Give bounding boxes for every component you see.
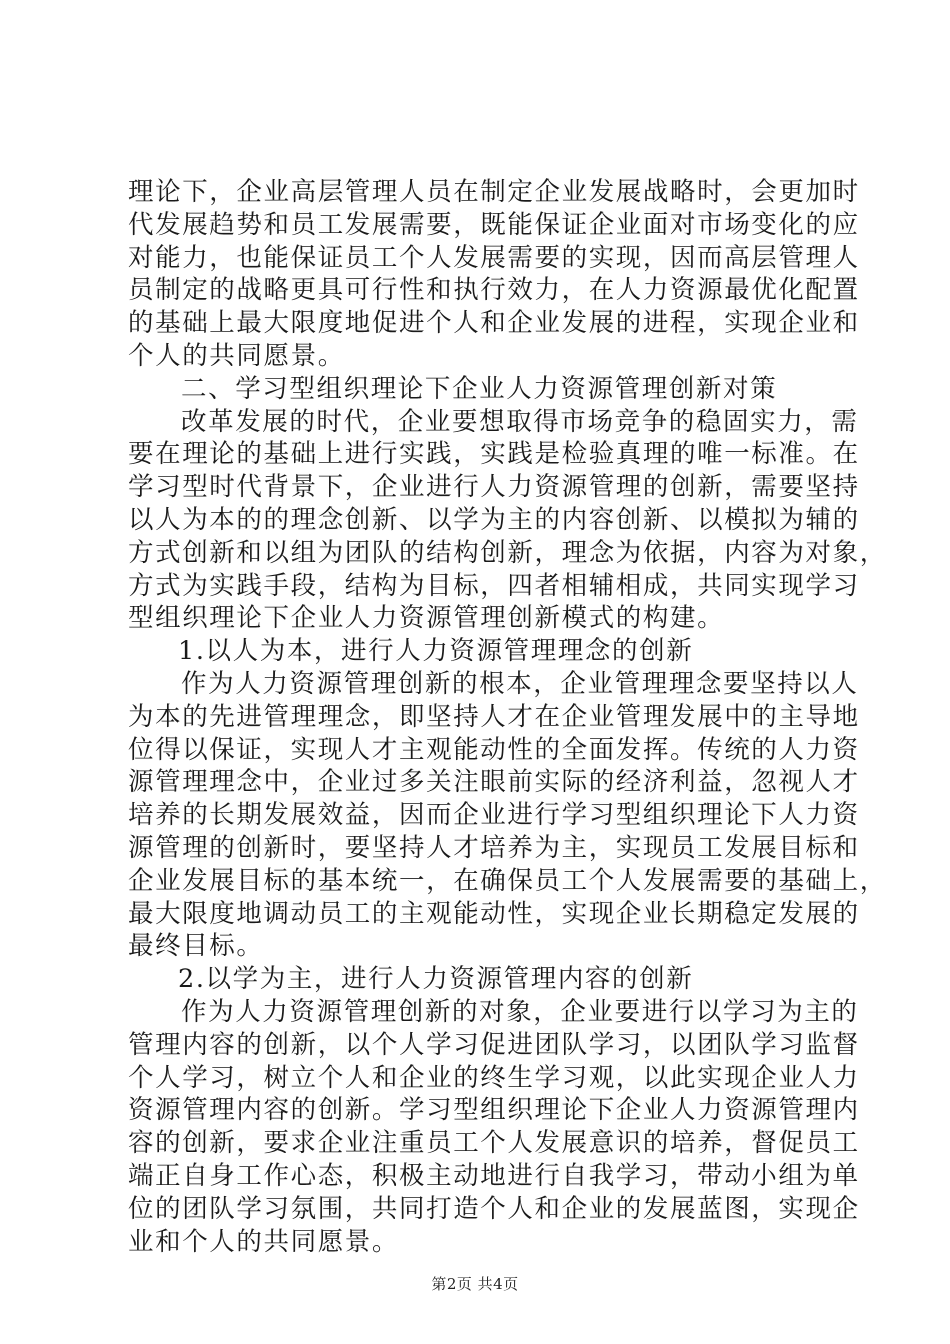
text-line: 方式为实践手段，结构为目标，四者相辅相成，共同实现学习 [128, 570, 860, 601]
text-line: 要在理论的基础上进行实践，实践是检验真理的唯一标准。在 [128, 439, 860, 470]
document-body [128, 176, 887, 1258]
text-line: 培养的长期发展效益，因而企业进行学习型组织理论下人力资 [128, 800, 860, 831]
page-number: 第2页 共4页 [431, 1275, 519, 1293]
text-line: 以人为本的的理念创新、以学为主的内容创新、以模拟为辅的 [128, 504, 860, 535]
text-line: 端正自身工作心态，积极主动地进行自我学习，带动小组为单 [128, 1160, 860, 1191]
text-line: 型组织理论下企业人力资源管理创新模式的构建。 [128, 603, 725, 634]
text-line: 源管理理念中，企业过多关注眼前实际的经济利益，忽视人才 [128, 767, 860, 798]
text-line: 理论下，企业高层管理人员在制定企业发展战略时，会更加时 [128, 177, 860, 207]
subsection-heading [128, 635, 844, 668]
text-line: 业和个人的共同愿景。 [128, 1226, 400, 1257]
text-line: 容的创新，要求企业注重员工个人发展意识的培养，督促员工 [128, 1128, 860, 1159]
text-line: 位得以保证，实现人才主观能动性的全面发挥。传统的人力资 [128, 734, 860, 765]
paragraph [128, 406, 887, 636]
subsection-heading [128, 963, 844, 996]
text-line: 为本的先进管理理念，即坚持人才在企业管理发展中的主导地 [128, 701, 860, 732]
text-line: 代发展趋势和员工发展需要，既能保证企业面对市场变化的应 [128, 209, 860, 240]
paragraph-continuation [128, 176, 860, 373]
text-line: 改革发展的时代，企业要想取得市场竞争的稳固实力，需 [181, 406, 859, 437]
text-line: 源管理的创新时，要坚持人才培养为主，实现员工发展目标和 [128, 832, 860, 863]
paragraph [128, 996, 860, 1258]
text-line: 方式创新和以组为团队的结构创新，理念为依据，内容为对象， [128, 537, 887, 568]
section-heading [128, 373, 844, 406]
text-line: 对能力，也能保证员工个人发展需要的实现，因而高层管理人 [128, 242, 860, 273]
text-line: 资源管理内容的创新。学习型组织理论下企业人力资源管理内 [128, 1095, 860, 1126]
text-line: 企业发展目标的基本统一，在确保员工个人发展需要的基础上， [128, 865, 887, 896]
text-line: 学习型时代背景下，企业进行人力资源管理的创新，需要坚持 [128, 472, 860, 503]
text-line: 个人的共同愿景。 [128, 340, 345, 371]
text-line: 员制定的战略更具可行性和执行效力，在人力资源最优化配置 [128, 275, 860, 306]
subsection-heading-text: 1.以人为本，进行人力资源管理理念的创新 [178, 636, 694, 667]
text-line: 作为人力资源管理创新的对象，企业要进行以学习为主的 [181, 996, 859, 1027]
text-line: 最终目标。 [128, 931, 264, 962]
text-line: 作为人力资源管理创新的根本，企业管理理念要坚持以人 [181, 668, 859, 699]
text-line: 管理内容的创新，以个人学习促进团队学习，以团队学习监督 [128, 1029, 860, 1060]
subsection-heading-text: 2.以学为主，进行人力资源管理内容的创新 [178, 964, 694, 995]
text-line: 个人学习，树立个人和企业的终生学习观，以此实现企业人力 [128, 1062, 860, 1093]
page-footer [0, 1273, 950, 1294]
text-line: 最大限度地调动员工的主观能动性，实现企业长期稳定发展的 [128, 898, 860, 929]
section-heading-text: 二、学习型组织理论下企业人力资源管理创新对策 [181, 373, 778, 404]
text-line: 的基础上最大限度地促进个人和企业发展的进程，实现企业和 [128, 308, 860, 339]
paragraph [128, 668, 887, 963]
text-line: 位的团队学习氛围，共同打造个人和企业的发展蓝图，实现企 [128, 1193, 860, 1224]
